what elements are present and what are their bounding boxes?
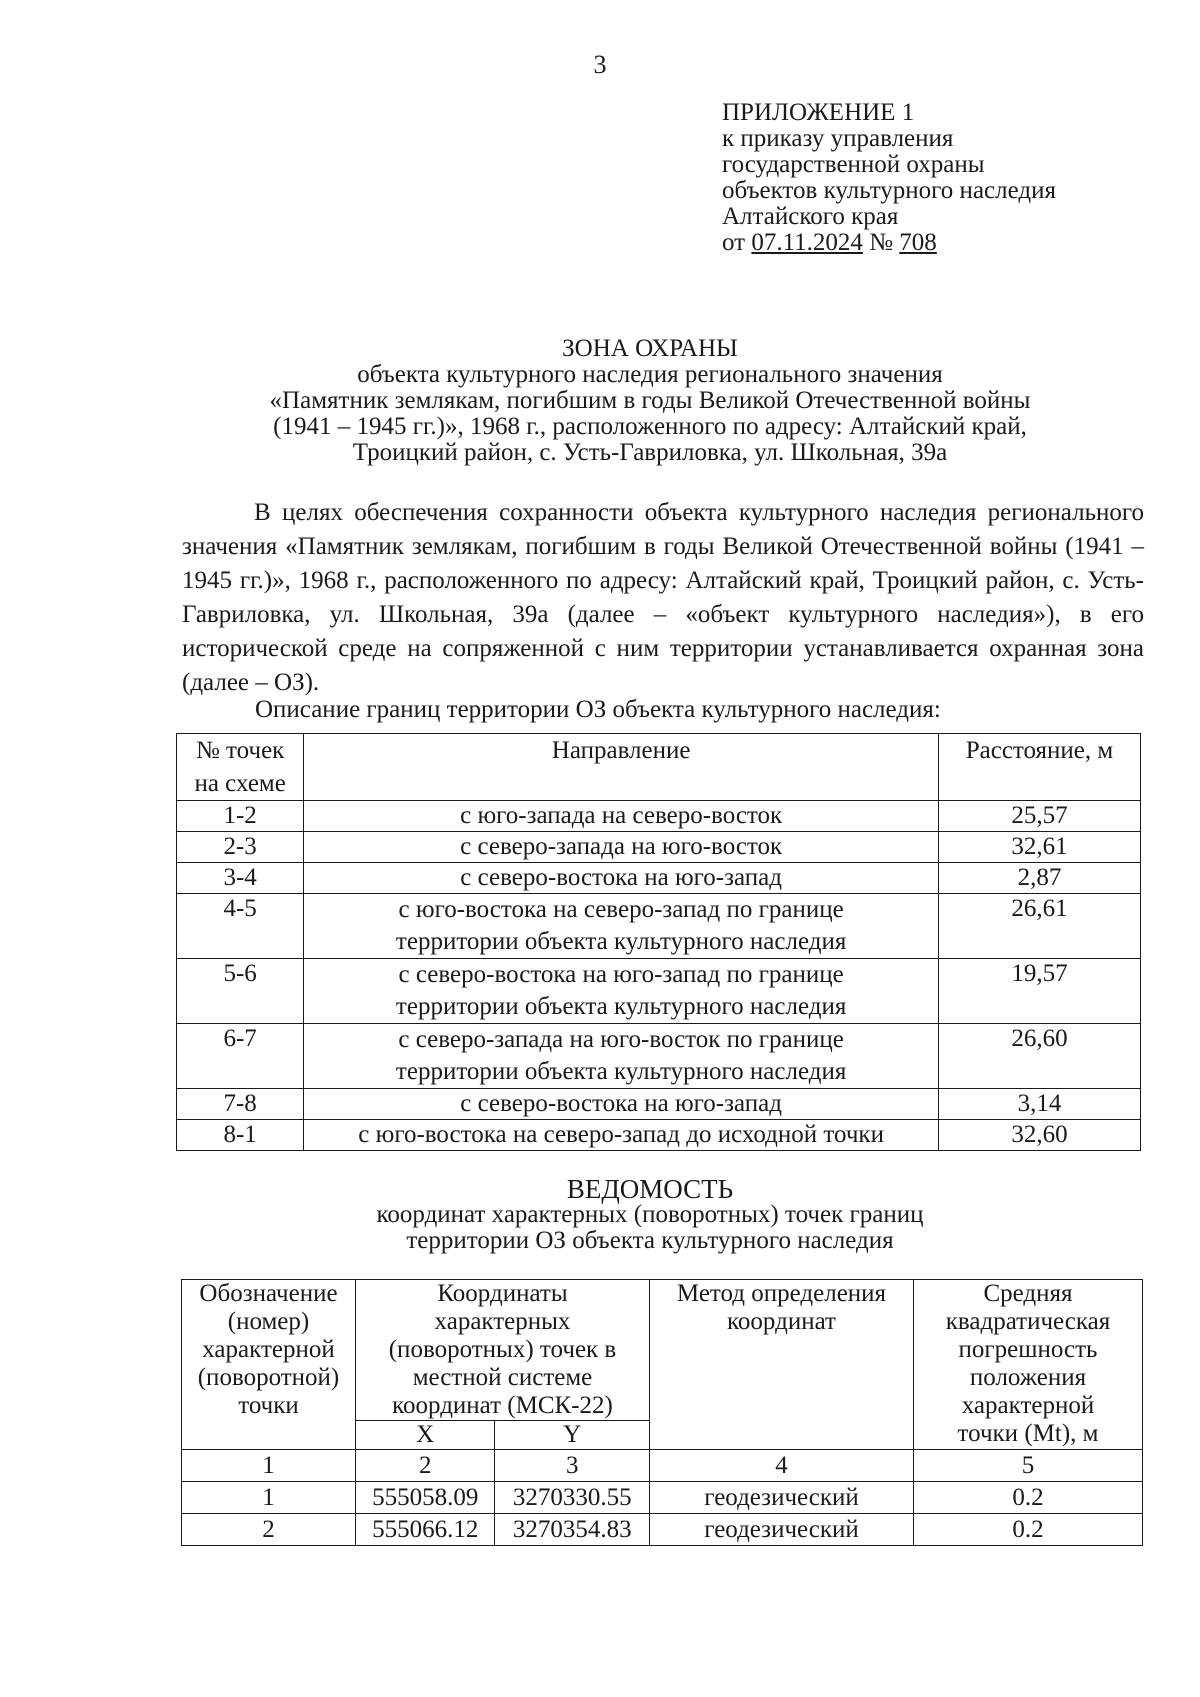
header-error: Средняя квадратическая погрешность положения характерной точки (Mt), м xyxy=(914,1280,1143,1450)
appendix-block xyxy=(722,100,1056,256)
vedomost-subtitle-line: координат характерных (поворотных) точек границ xyxy=(376,1201,924,1228)
intro-paragraph: В целях обеспечения сохранности объекта культурного наследия регионального значения «Памятник землякам, погибшим в годы Великой Отечественной войны (1941 – 1945 гг.)», 1968 г., расположенного по адресу: Алтайский край, Троицкий район, с. Усть-Гавриловка, ул. Школьная, 39а (далее – «объект культурного наследия»), в его исторической среде на сопряженной с ним территории устанавливается охранная зона (далее – ОЗ). xyxy=(182,499,1144,696)
cell-points: 7-8 xyxy=(177,1089,304,1120)
cell-distance: 2,87 xyxy=(938,863,1140,894)
cell-distance: 19,57 xyxy=(938,959,1140,1024)
header-coordinates: Координаты характерных (поворотных) точек в местной системе координат (МСК-22) xyxy=(356,1280,650,1421)
cell-point: 1 xyxy=(182,1482,356,1514)
vedomost-title: ВЕДОМОСТЬ xyxy=(566,1174,734,1204)
cell-x: 555058.09 xyxy=(356,1482,495,1514)
cell-direction: с северо-запада на юго-восток по границе территории объекта культурного наследия xyxy=(304,1024,939,1089)
appendix-line: к приказу управления xyxy=(722,125,954,152)
table-row xyxy=(177,894,1141,959)
cell-direction: с северо-востока на юго-запад xyxy=(304,1089,939,1120)
cell-direction: с северо-востока на юго-запад xyxy=(304,863,939,894)
table-header-row xyxy=(182,1280,1143,1421)
cell-error: 0.2 xyxy=(914,1514,1143,1546)
cell-method: геодезический xyxy=(650,1514,914,1546)
cell-point: 2 xyxy=(182,1514,356,1546)
table-row xyxy=(177,1089,1141,1120)
order-date: 07.11.2024 xyxy=(751,229,863,256)
cell-x: 555066.12 xyxy=(356,1514,495,1546)
column-numbers-row xyxy=(182,1450,1143,1482)
cell-distance: 26,60 xyxy=(938,1024,1140,1089)
zone-heading xyxy=(150,336,1150,466)
page-number: 3 xyxy=(593,50,607,79)
header-method: Метод определения координат xyxy=(650,1280,914,1450)
table-row xyxy=(182,1514,1143,1546)
cell-points: 3-4 xyxy=(177,863,304,894)
table-row xyxy=(177,863,1141,894)
column-number: 5 xyxy=(914,1450,1143,1482)
table-row xyxy=(177,801,1141,832)
cell-direction: с юго-запада на северо-восток xyxy=(304,801,939,832)
cell-direction: с юго-востока на северо-запад по границе территории объекта культурного наследия xyxy=(304,894,939,959)
zone-title: ЗОНА ОХРАНЫ xyxy=(562,335,738,362)
cell-points: 1-2 xyxy=(177,801,304,832)
zone-subtitle-line: объекта культурного наследия регионального значения xyxy=(357,361,943,388)
cell-distance: 32,60 xyxy=(938,1120,1140,1151)
cell-error: 0.2 xyxy=(914,1482,1143,1514)
cell-direction: с юго-востока на северо-запад до исходной точки xyxy=(304,1120,939,1151)
table-row xyxy=(177,1120,1141,1151)
appendix-line: государственной охраны xyxy=(722,151,985,178)
date-prefix: от xyxy=(722,229,752,256)
cell-method: геодезический xyxy=(650,1482,914,1514)
table-row xyxy=(177,832,1141,863)
cell-direction: с северо-запада на юго-восток xyxy=(304,832,939,863)
header-distance: Расстояние, м xyxy=(938,734,1140,801)
appendix-line: объектов культурного наследия xyxy=(722,177,1056,204)
appendix-date-line xyxy=(722,230,1056,256)
column-number: 2 xyxy=(356,1450,495,1482)
cell-distance: 3,14 xyxy=(938,1089,1140,1120)
number-prefix: № xyxy=(862,229,900,256)
table-row xyxy=(177,1024,1141,1089)
cell-distance: 26,61 xyxy=(938,894,1140,959)
boundaries-caption: Описание границ территории ОЗ объекта культурного наследия: xyxy=(255,696,941,723)
cell-points: 5-6 xyxy=(177,959,304,1024)
vedomost-heading xyxy=(150,1176,1150,1254)
appendix-title: ПРИЛОЖЕНИЕ 1 xyxy=(722,99,915,126)
cell-y: 3270330.55 xyxy=(495,1482,650,1514)
column-number: 1 xyxy=(182,1450,356,1482)
column-number: 4 xyxy=(650,1450,914,1482)
cell-points: 2-3 xyxy=(177,832,304,863)
column-number: 3 xyxy=(495,1450,650,1482)
cell-points: 6-7 xyxy=(177,1024,304,1089)
zone-subtitle-line: «Памятник землякам, погибшим в годы Великой Отечественной войны xyxy=(269,387,1031,414)
header-direction: Направление xyxy=(304,734,939,801)
boundaries-table xyxy=(176,733,1141,1151)
order-number: 708 xyxy=(899,229,937,256)
cell-distance: 32,61 xyxy=(938,832,1140,863)
cell-direction: с северо-востока на юго-запад по границе территории объекта культурного наследия xyxy=(304,959,939,1024)
cell-points: 8-1 xyxy=(177,1120,304,1151)
zone-subtitle-line: (1941 – 1945 гг.)», 1968 г., расположенного по адресу: Алтайский край, xyxy=(273,413,1027,440)
table-row xyxy=(182,1482,1143,1514)
cell-y: 3270354.83 xyxy=(495,1514,650,1546)
header-y: Y xyxy=(495,1421,650,1450)
cell-distance: 25,57 xyxy=(938,801,1140,832)
cell-points: 4-5 xyxy=(177,894,304,959)
header-x: X xyxy=(356,1421,495,1450)
table-header-row xyxy=(177,734,1141,801)
header-points: № точек на схеме xyxy=(177,734,304,801)
header-designation: Обозначение (номер) характерной (поворотной) точки xyxy=(182,1280,356,1450)
vedomost-subtitle-line: территории ОЗ объекта культурного наследия xyxy=(406,1227,894,1254)
table-row xyxy=(177,959,1141,1024)
zone-subtitle-line: Троицкий район, с. Усть-Гавриловка, ул. Школьная, 39а xyxy=(352,439,948,466)
appendix-line: Алтайского края xyxy=(722,203,899,230)
coordinates-table xyxy=(181,1279,1143,1546)
